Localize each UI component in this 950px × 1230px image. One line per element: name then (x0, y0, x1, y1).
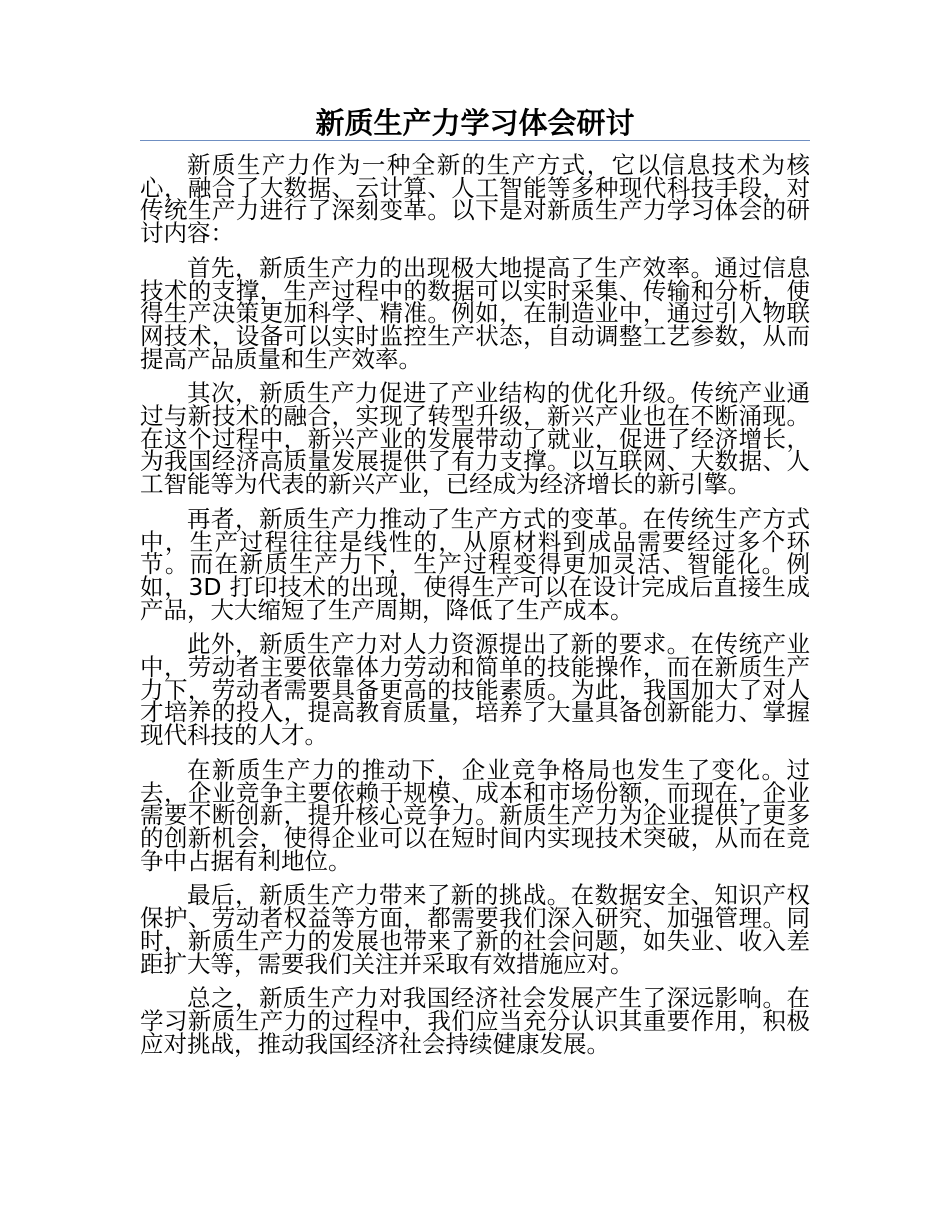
title-underline (140, 140, 810, 141)
paragraph-intro: 新质生产力作为一种全新的生产方式，它以信息技术为核心，融合了大数据、云计算、人工智能等多种现代科技手段，对传统生产力进行了深刻变革。以下是对新质生产力学习体会的研讨内容： (140, 151, 810, 248)
document-title: 新质生产力学习体会研讨 (315, 106, 635, 140)
paragraph-efficiency: 首先，新质生产力的出现极大地提高了生产效率。通过信息技术的支撑，生产过程中的数据可以实时采集、传输和分析，使得生产决策更加科学、精准。例如，在制造业中，通过引入物联网技术，设备可以实时监控生产状态，自动调整工艺参数，从而提高产品质量和生产效率。 (140, 253, 810, 373)
paragraph-competition: 在新质生产力的推动下，企业竞争格局也发生了变化。过去，企业竞争主要依赖于规模、成本和市场份额，而现在，企业需要不断创新，提升核心竞争力。新质生产力为企业提供了更多的创新机会，使得企业可以在短时间内实现技术突破，从而在竞争中占据有利地位。 (140, 755, 810, 875)
paragraph-human-resources: 此外，新质生产力对人力资源提出了新的要求。在传统产业中，劳动者主要依靠体力劳动和简单的技能操作，而在新质生产力下，劳动者需要具备更高的技能素质。为此，我国加大了对人才培养的投入，提高教育质量，培养了大量具备创新能力、掌握现代科技的人才。 (140, 630, 810, 750)
document-body (140, 151, 810, 1067)
paragraph-production-mode: 再者，新质生产力推动了生产方式的变革。在传统生产方式中，生产过程往往是线性的，从原材料到成品需要经过多个环节。而在新质生产力下，生产过程变得更加灵活、智能化。例如，3D 打印技术的出现，使得生产可以在设计完成后直接生成产品，大大缩短了生产周期，降低了生产成本。 (140, 504, 810, 624)
paragraph-challenges: 最后，新质生产力带来了新的挑战。在数据安全、知识产权保护、劳动者权益等方面，都需要我们深入研究、加强管理。同时，新质生产力的发展也带来了新的社会问题，如失业、收入差距扩大等，需要我们关注并采取有效措施应对。 (140, 881, 810, 978)
paragraph-conclusion: 总之，新质生产力对我国经济社会发展产生了深远影响。在学习新质生产力的过程中，我们应当充分认识其重要作用，积极应对挑战，推动我国经济社会持续健康发展。 (140, 984, 810, 1058)
paragraph-industry-structure: 其次，新质生产力促进了产业结构的优化升级。传统产业通过与新技术的融合，实现了转型升级，新兴产业也在不断涌现。在这个过程中，新兴产业的发展带动了就业，促进了经济增长，为我国经济高质量发展提供了有力支撑。以互联网、大数据、人工智能等为代表的新兴产业，已经成为经济增长的新引擎。 (140, 379, 810, 499)
